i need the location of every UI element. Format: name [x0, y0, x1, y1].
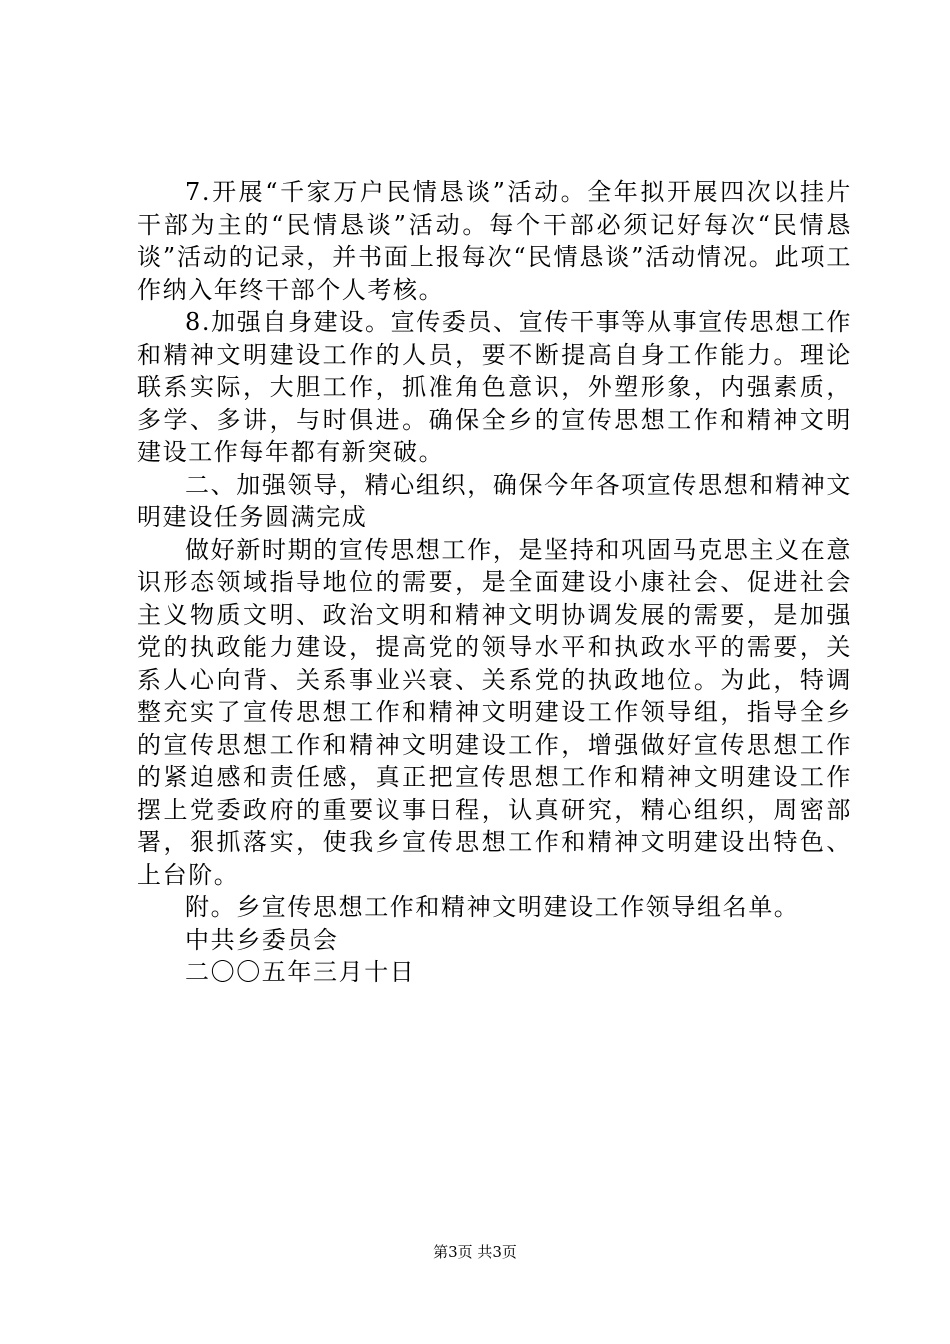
signature-date: 二〇〇五年三月十日: [185, 958, 416, 986]
paragraph-item-7: 7.开展“千家万户民情恳谈”活动。全年拟开展四次以挂片干部为主的“民情恳谈”活动。每个干部必须记好每次“民情恳谈”活动的记录，并书面上报每次“民情恳谈”活动情况。此项工作纳入年终干部个人考核。: [137, 178, 852, 304]
signature-organization: 中共乡委员会: [185, 925, 339, 954]
paragraph-item-8: 8.加强自身建设。宣传委员、宣传干事等从事宣传思想工作和精神文明建设工作的人员，要不断提高自身工作能力。理论联系实际，大胆工作，抓准角色意识，外塑形象，内强素质，多学、多讲，与时俱进。确保全乡的宣传思想工作和精神文明建设工作每年都有新突破。: [137, 308, 852, 466]
document-body: [137, 176, 852, 989]
page-number: 第3页 共3页: [433, 1243, 517, 1261]
paragraph-body: 做好新时期的宣传思想工作，是坚持和巩固马克思主义在意识形态领域指导地位的需要，是全面建设小康社会、促进社会主义物质文明、政治文明和精神文明协调发展的需要，是加强党的执政能力建设，提高党的领导水平和执政水平的需要，关系人心向背、关系事业兴衰、关系党的执政地位。为此，特调整充实了宣传思想工作和精神文明建设工作领导组，指导全乡的宣传思想工作和精神文明建设工作，增强做好宣传思想工作的紧迫感和责任感，真正把宣传思想工作和精神文明建设工作摆上党委政府的重要议事日程，认真研究，精心组织，周密部署，狠抓落实，使我乡宣传思想工作和精神文明建设出特色、上台阶。: [137, 535, 852, 889]
attachment-note: 附。乡宣传思想工作和精神文明建设工作领导组名单。: [185, 893, 800, 921]
page-footer: [0, 1242, 950, 1262]
section-heading-2: 二、加强领导，精心组织，确保今年各项宣传思想和精神文明建设任务圆满完成: [137, 470, 852, 531]
